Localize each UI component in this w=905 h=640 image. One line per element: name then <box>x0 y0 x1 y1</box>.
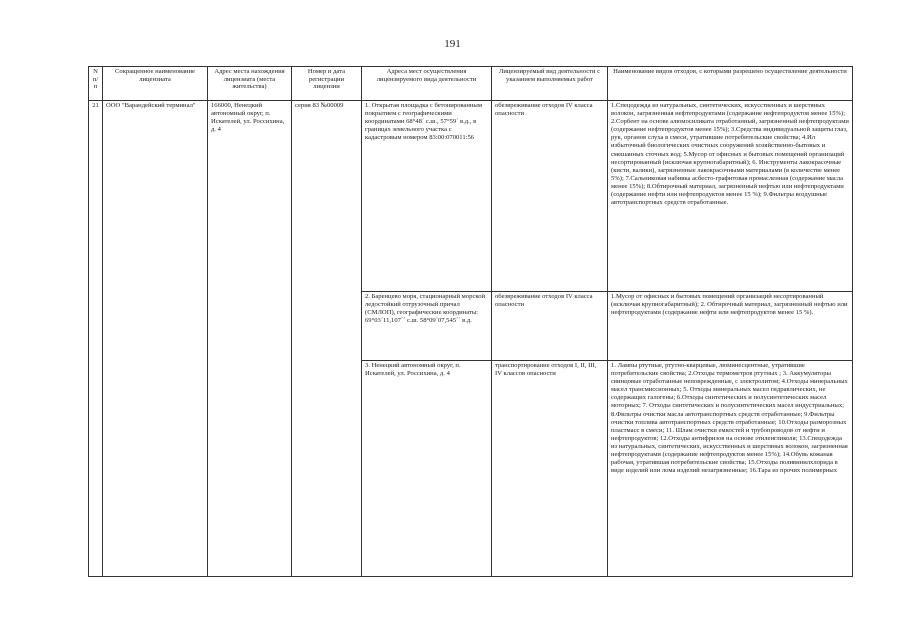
site-wastes: 1. Лампы ртутные, ртутно-кварцевые, люминесцентные, утратившие потребительские свойства; 2.Отходы термометров ртутных ; 3. Аккумуляторы свинцовые отработанные неповрежденные, с электролитом; 4.Отходы минеральных масел трансмиссионных; 5. Отходы минеральных масел гидравлических, не содержащих галогены; 6.Отходы синтетических и полусинтетических масел моторных; 7. Отходы синтетических и полусинтетических масел индустриальных; 8.Фильтры очистки масла автотранспортных средств отработанные; 9.Фильтры очистки топлива автотранспортных средств отработанные; 10.Отходы разморозных пластмасс в смеси; 11. Шлам очистки емкостей и трубопроводов от нефти и нефтепродуктов; 12.Отходы антифризов на основе этиленгликоля; 13.Спецодежда из натуральных, синтетических, искусственных и шерстяных волокон, загрязненная нефтепродуктами (содержание нефтепродуктов менее 15%); 14.Обувь кожаная рабочая, утратившая потребительские свойства; 15.Отходы поливинилхлорида в виде изделий или лома изделий незагрязненные; 16.Тара из прочих полимерных <box>608 361 853 577</box>
license-number: серия 83 №00009 <box>292 101 362 577</box>
table-header-row <box>89 67 853 101</box>
licensee-address: 166000, Ненецкий автономный округ, п. Искателей, ул. Россихина, д. 4 <box>208 101 292 577</box>
column-header-license: Номер и дата регистрации лицензии <box>292 67 362 101</box>
site-wastes: 1.Мусор от офисных и бытовых помещений организаций несортированный (исключая крупногабаритный); 2. Обтирочный материал, загрязненный нефтью или нефтепродуктами (содержание нефти или нефтепродуктов менее 15 %). <box>608 292 853 361</box>
license-register-table <box>88 66 853 577</box>
column-header-licensee: Сокращенное наименование лицензиата <box>103 67 208 101</box>
license-register-sheet <box>88 66 852 577</box>
site-activity: обезвреживание отходов IV класса опасности <box>492 292 608 361</box>
page-number: 191 <box>444 38 461 50</box>
site-activity: транспортирование отходов I, II, III, IV классов опасности <box>492 361 608 577</box>
column-header-activity: Лицензируемый вид деятельности с указанием выполняемых работ <box>492 67 608 101</box>
licensee-name: ООО "Варандейский терминал" <box>103 101 208 577</box>
record-number: 21 <box>89 101 103 577</box>
column-header-wastes: Наименование видов отходов, с которыми разрешено осуществление деятельности <box>608 67 853 101</box>
site-activity: обезвреживание отходов IV класса опасности <box>492 101 608 292</box>
column-header-number: N п/ п <box>89 67 103 101</box>
table-row <box>89 101 853 292</box>
site-address: 3. Ненецкий автономный округ, п. Искателей, ул. Россихина, д. 4 <box>362 361 492 577</box>
column-header-sites: Адреса мест осуществления лицензируемого вида деятельности <box>362 67 492 101</box>
column-header-address: Адрес места нахождения лицензиата (места жительства) <box>208 67 292 101</box>
site-address: 1. Открытая площадка с бетонированным покрытием с географическими координатами 68°48´ с.ш., 57°59´ в.д., в границах земельного участка с кадастровым номером 83:00:070011:56 <box>362 101 492 292</box>
site-address: 2. Баренцево моря, стационарный морской ледостойкий отгрузочный причал (СМЛОП), географические координаты: 69°03´11,107´´ с.ш. 58°09´07,545´´ в.д. <box>362 292 492 361</box>
site-wastes: 1.Спецодежда из натуральных, синтетических, искусственных и шерстяных волокон, загрязненная нефтепродуктами (содержание нефтепродуктов менее 15%); 2.Сорбент на основе алюмосиликата отработанный, загрязненный нефтепродуктами (содержание нефтепродуктов менее 15%); 3.Средства индивидуальной защиты глаз, рук, органов слуха в смеси, утратившие потребительские свойства; 4.Ил избыточный биологических очистных сооружений хозяйственно-бытовых и смешанных сточных вод; 5.Мусор от офисных и бытовых помещений организаций несортированный (исключая крупногабаритный); 6. Инструменты лакокрасочные (кисти, валики), загрязненные лакокрасочными материалами (в количестве менее 5%); 7.Сальниковая набивка асбесто-графитовая промасленная (содержание масла менее 15%); 8.Обтирочный материал, загрязненный нефтью или нефтепродуктами (содержание нефти или нефтепродуктов менее 15 %); 9.Фильтры воздушные автотранспортных средств отработанные. <box>608 101 853 292</box>
